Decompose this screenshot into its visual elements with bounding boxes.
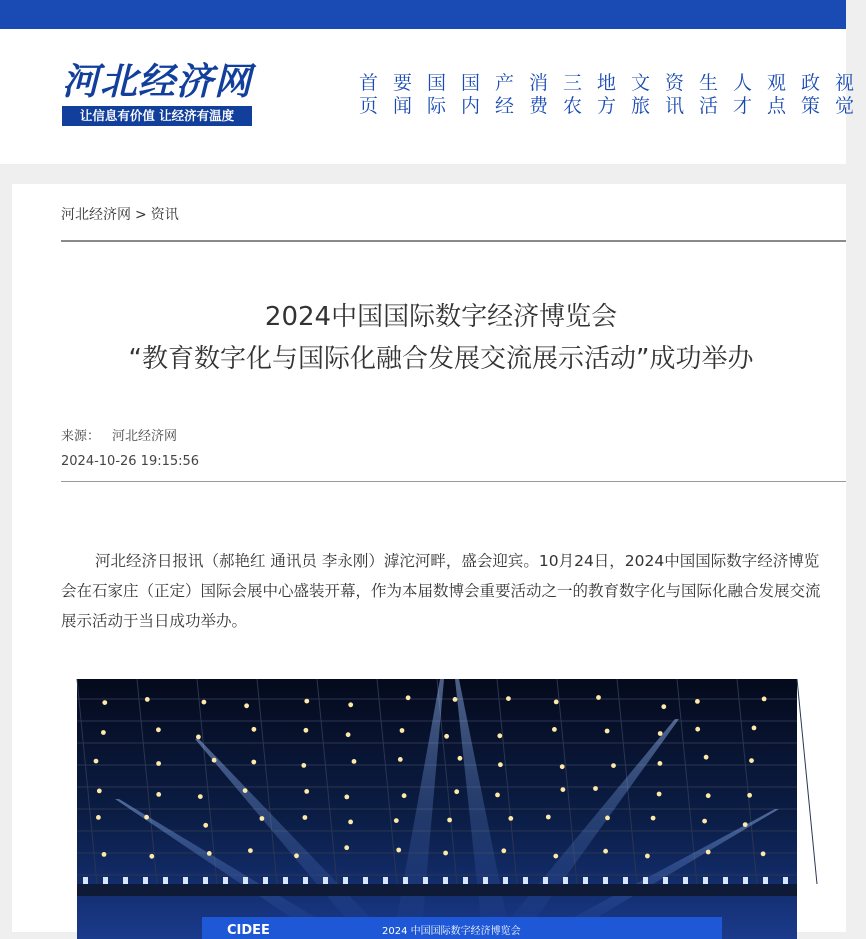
ceiling-light <box>102 700 107 705</box>
article-title-line-1: 2024中国国际数字经济博览会 <box>264 302 618 332</box>
rig-lamp <box>623 877 628 884</box>
main-navigation <box>356 72 866 118</box>
ceiling-light <box>443 851 448 856</box>
article-meta <box>61 424 199 474</box>
ceiling-light <box>400 728 405 733</box>
banner-left-text: CIDEE <box>227 923 270 938</box>
breadcrumb-home-link[interactable]: 河北经济网 <box>61 207 131 223</box>
nav-item-0[interactable] <box>356 72 381 118</box>
ceiling-light <box>498 762 503 767</box>
ceiling-light <box>212 758 217 763</box>
rig-lamp <box>343 877 348 884</box>
nav-item-label-bottom: 经 <box>494 95 514 117</box>
ceiling-light <box>252 727 257 732</box>
ceiling-light <box>196 735 201 740</box>
ceiling-light <box>560 764 565 769</box>
meta-divider <box>61 481 846 482</box>
article-source <box>61 424 199 449</box>
ceiling-light <box>497 733 502 738</box>
nav-item-label-bottom: 觉 <box>834 95 854 117</box>
nav-item-label-top: 地 <box>596 72 616 94</box>
nav-item-9[interactable] <box>662 72 687 118</box>
ceiling-light <box>603 849 608 854</box>
ceiling-light <box>96 815 101 820</box>
ceiling-light <box>244 703 249 708</box>
rig-lamp <box>203 877 208 884</box>
rig-lamp <box>543 877 548 884</box>
nav-item-label-bottom: 费 <box>528 95 548 117</box>
ceiling-light <box>398 757 403 762</box>
nav-item-label-bottom: 点 <box>766 95 786 117</box>
lighting-rig <box>83 877 788 884</box>
ceiling-light <box>97 789 102 794</box>
nav-item-label-top: 消 <box>528 72 548 94</box>
nav-item-1[interactable] <box>390 72 415 118</box>
rig-lamp <box>303 877 308 884</box>
source-label: 来源： <box>61 429 101 444</box>
lighting-rig-bar <box>77 884 797 896</box>
nav-item-label-top: 文 <box>630 72 650 94</box>
ceiling-light <box>706 850 711 855</box>
rig-lamp <box>643 877 648 884</box>
rig-lamp <box>263 877 268 884</box>
nav-item-label-bottom: 农 <box>562 95 582 117</box>
ceiling-light <box>695 727 700 732</box>
ceiling-light <box>348 820 353 825</box>
rig-lamp <box>223 877 228 884</box>
rig-lamp <box>743 877 748 884</box>
nav-item-label-bottom: 才 <box>732 95 752 117</box>
rig-lamp <box>723 877 728 884</box>
ceiling-light <box>605 729 610 734</box>
ceiling-light <box>747 793 752 798</box>
rig-lamp <box>323 877 328 884</box>
ceiling-light <box>743 822 748 827</box>
top-color-bar <box>0 0 846 29</box>
nav-item-label-top: 产 <box>494 72 514 94</box>
ceiling-light <box>144 815 149 820</box>
rig-lamp <box>383 877 388 884</box>
ceiling-light <box>453 697 458 702</box>
ceiling-light <box>749 758 754 763</box>
article-title <box>61 296 821 380</box>
ceiling-light <box>406 695 411 700</box>
nav-item-label-bottom: 策 <box>800 95 820 117</box>
ceiling-light <box>348 702 353 707</box>
article-title-line-2: “教育数字化与国际化融合发展交流展示活动”成功举办 <box>128 344 754 374</box>
ceiling-light <box>102 852 107 857</box>
ceiling-light <box>94 759 99 764</box>
nav-item-label-top: 观 <box>766 72 786 94</box>
ceiling-light <box>260 816 265 821</box>
rig-lamp <box>183 877 188 884</box>
rig-lamp <box>123 877 128 884</box>
nav-item-5[interactable] <box>526 72 551 118</box>
ceiling-light <box>506 696 511 701</box>
ceiling-light <box>396 848 401 853</box>
rig-lamp <box>683 877 688 884</box>
ceiling-light <box>207 851 212 856</box>
rig-lamp <box>283 877 288 884</box>
ceiling-light <box>761 851 766 856</box>
site-logo[interactable] <box>62 56 252 128</box>
rig-lamp <box>563 877 568 884</box>
nav-item-label-bottom: 页 <box>358 95 378 117</box>
rig-lamp <box>523 877 528 884</box>
rig-lamp <box>163 877 168 884</box>
nav-item-label-bottom: 闻 <box>392 95 412 117</box>
nav-item-12[interactable] <box>764 72 789 118</box>
article-body-paragraph: 河北经济日报讯（郝艳红 通讯员 李永刚）滹沱河畔，盛会迎宾。10月24日，2024中国国际数字经济博览会在石家庄（正定）国际会展中心盛装开幕，作为本届数博会重要活动之一的教育数字化与国际化融合发展交流展示活动于当日成功举办。 <box>61 552 821 630</box>
rig-lamp <box>243 877 248 884</box>
ceiling-light <box>706 793 711 798</box>
article-photo <box>77 679 797 939</box>
nav-item-6[interactable] <box>560 72 585 118</box>
nav-item-13[interactable] <box>798 72 823 118</box>
ceiling-light <box>346 732 351 737</box>
ceiling-light <box>561 787 566 792</box>
ceiling-light <box>657 792 662 797</box>
rig-lamp <box>783 877 788 884</box>
ceiling-light <box>596 695 601 700</box>
rig-lamp <box>763 877 768 884</box>
article-datetime: 2024-10-26 19:15:56 <box>61 454 200 469</box>
rig-lamp <box>423 877 428 884</box>
exhibition-hall-image <box>77 679 797 939</box>
ceiling-light <box>203 823 208 828</box>
ceiling-light <box>202 700 207 705</box>
ceiling-light <box>447 818 452 823</box>
ceiling-light <box>294 853 299 858</box>
nav-item-label-top: 国 <box>426 72 446 94</box>
ceiling-light <box>645 854 650 859</box>
rig-lamp <box>703 877 708 884</box>
nav-item-label-bottom: 际 <box>426 95 446 117</box>
site-header <box>0 29 854 164</box>
ceiling-light <box>156 792 161 797</box>
ceiling-light <box>444 734 449 739</box>
truss-strut <box>797 679 817 884</box>
ceiling-light <box>352 759 357 764</box>
nav-item-label-bottom: 方 <box>596 95 616 117</box>
logo-slogan: 让信息有价值 让经济有温度 <box>62 106 252 126</box>
ceiling-light <box>695 699 700 704</box>
breadcrumb-divider <box>61 240 846 242</box>
ceiling-light <box>658 731 663 736</box>
rig-lamp <box>463 877 468 884</box>
ceiling-light <box>344 845 349 850</box>
nav-item-label-top: 人 <box>732 72 752 94</box>
ceiling-light <box>702 819 707 824</box>
ceiling-light <box>501 848 506 853</box>
rig-lamp <box>143 877 148 884</box>
rig-lamp <box>663 877 668 884</box>
nav-item-label-bottom: 活 <box>698 95 718 117</box>
ceiling-light <box>553 854 558 859</box>
breadcrumb <box>61 204 179 226</box>
ceiling-light <box>704 755 709 760</box>
ceiling-light <box>651 816 656 821</box>
rig-lamp <box>403 877 408 884</box>
rig-lamp <box>583 877 588 884</box>
nav-item-8[interactable] <box>628 72 653 118</box>
ceiling-light <box>156 727 161 732</box>
light-beam <box>493 719 679 939</box>
ceiling-light <box>149 854 154 859</box>
ceiling-light <box>301 763 306 768</box>
nav-item-10[interactable] <box>696 72 721 118</box>
nav-item-label-top: 生 <box>698 72 718 94</box>
ceiling-light <box>198 794 203 799</box>
nav-item-label-top: 首 <box>358 72 378 94</box>
rig-lamp <box>443 877 448 884</box>
ceiling-light <box>248 848 253 853</box>
ceiling-light <box>101 730 106 735</box>
article-container <box>12 184 846 938</box>
nav-item-label-top: 资 <box>664 72 684 94</box>
nav-item-11[interactable] <box>730 72 755 118</box>
ceiling-light <box>605 816 610 821</box>
ceiling-light <box>156 761 161 766</box>
ceiling-light <box>752 726 757 731</box>
ceiling-light <box>251 760 256 765</box>
rig-lamp <box>363 877 368 884</box>
ceiling-light <box>145 697 150 702</box>
nav-item-3[interactable] <box>458 72 483 118</box>
rig-lamp <box>603 877 608 884</box>
rig-lamp <box>503 877 508 884</box>
ceiling-light <box>458 756 463 761</box>
rig-lamp <box>483 877 488 884</box>
ceiling-light <box>344 795 349 800</box>
logo-title: 河北经济网 <box>62 59 252 103</box>
nav-item-label-bottom: 旅 <box>630 95 650 117</box>
ceiling-light <box>303 815 308 820</box>
ceiling-light <box>508 816 513 821</box>
source-value: 河北经济网 <box>112 429 178 444</box>
ceiling-light <box>304 728 309 733</box>
nav-item-label-bottom: 讯 <box>664 95 684 117</box>
nav-item-label-top: 视 <box>834 72 854 94</box>
nav-item-14[interactable] <box>832 72 857 118</box>
breadcrumb-current-link[interactable]: 资讯 <box>150 207 179 223</box>
nav-item-label-top: 国 <box>460 72 480 94</box>
ceiling-light <box>661 704 666 709</box>
ceiling-light <box>394 818 399 823</box>
nav-item-4[interactable] <box>492 72 517 118</box>
ceiling-light <box>552 727 557 732</box>
nav-item-label-top: 政 <box>800 72 820 94</box>
rig-lamp <box>103 877 108 884</box>
ceiling-light <box>546 815 551 820</box>
breadcrumb-separator: > <box>135 207 147 223</box>
ceiling-light <box>593 786 598 791</box>
ceiling-light <box>454 789 459 794</box>
banner-right-text: 2024 中国国际数字经济博览会 <box>382 926 521 937</box>
ceiling-light <box>243 788 248 793</box>
ceiling-light <box>304 789 309 794</box>
ceiling-light <box>402 793 407 798</box>
nav-item-label-top: 要 <box>392 72 412 94</box>
nav-item-7[interactable] <box>594 72 619 118</box>
nav-item-label-top: 三 <box>562 72 582 94</box>
ceiling-light <box>658 761 663 766</box>
ceiling-light <box>762 697 767 702</box>
nav-item-label-bottom: 内 <box>460 95 480 117</box>
ceiling-light <box>304 699 309 704</box>
rig-lamp <box>83 877 88 884</box>
ceiling-light <box>554 700 559 705</box>
ceiling-light <box>611 763 616 768</box>
ceiling-light <box>495 793 500 798</box>
nav-item-2[interactable] <box>424 72 449 118</box>
